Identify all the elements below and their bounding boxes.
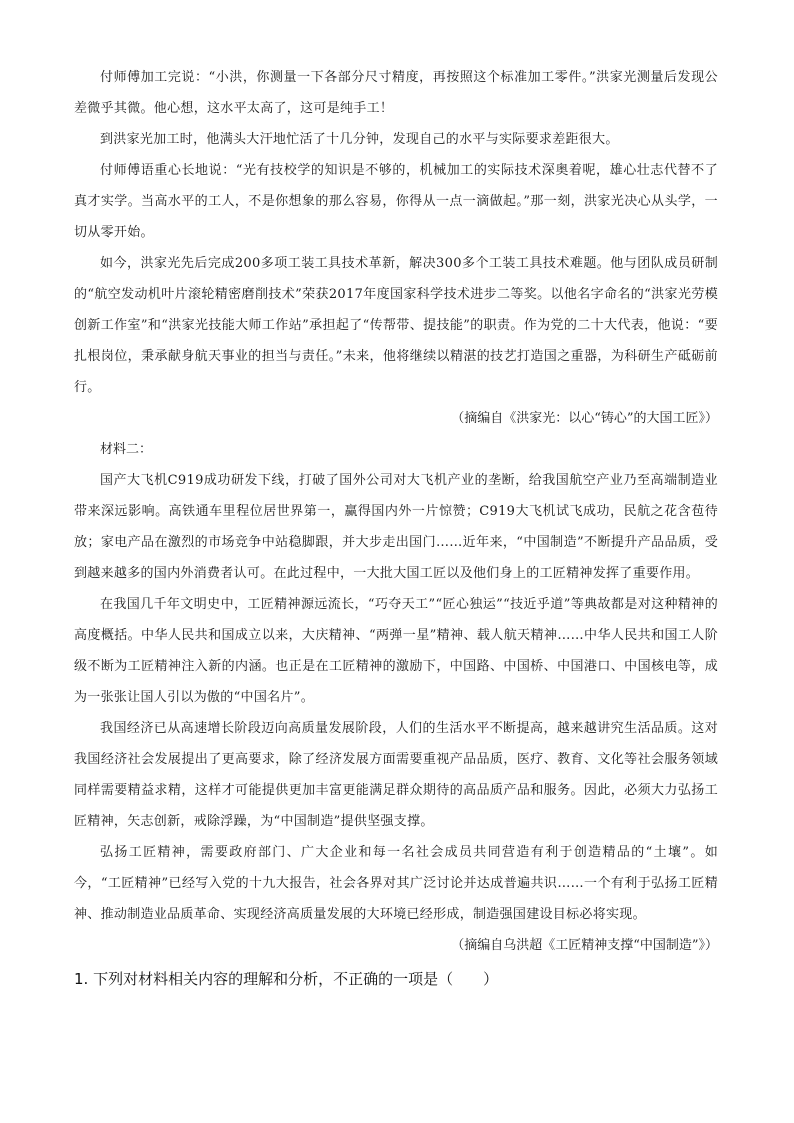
material2-paragraph-3: 我国经济已从高速增长阶段迈向高质量发展阶段，人们的生活水平不断提高，越来越讲究生活品质。这对我国经济社会发展提出了更高要求，除了经济发展方面需要重视产品品质，医疗、教育、文化等社会服务领域同样需要精益求精，这样才可能提供更加丰富更能满足群众期待的高品质产品和服务。因此，必须大力弘扬工匠精神，矢志创新，戒除浮躁，为“中国制造”提供坚强支撑。 (74, 721, 718, 829)
material1-paragraph-4: 如今，洪家光先后完成200多项工装工具技术革新，解决300多个工装工具技术难题。他与团队成员研制的“航空发动机叶片滚轮精密磨削技术”荣获2017年度国家科学技术进步二等奖。以他名字命名的“洪家光劳模创新工作室”和“洪家光技能大师工作站”承担起了“传帮带、提技能”的职责。作为党的二十大代表，他说：“要扎根岗位，秉承献身航天事业的担当与责任。”未来，他将继续以精湛的技艺打造国之重器，为科研生产砥砺前行。 (74, 256, 718, 395)
article-body (74, 62, 718, 993)
material2-label: 材料二： (100, 442, 153, 457)
material1-paragraph-1: 付师傅加工完说：“小洪，你测量一下各部分尺寸精度，再按照这个标准加工零件。”洪家光测量后发现公差微乎其微。他心想，这水平太高了，这可是纯手工！ (74, 70, 718, 116)
material2-paragraph-1: 国产大飞机C919成功研发下线，打破了国外公司对大飞机产业的垄断，给我国航空产业乃至高端制造业带来深远影响。高铁通车里程位居世界第一，赢得国内外一片惊赞；C919大飞机试飞成功，民航之花含苞待放；家电产品在激烈的市场竞争中站稳脚跟，并大步走出国门……近年来，“中国制造”不断提升产品品质，受到越来越多的国内外消费者认可。在此过程中，一大批大国工匠以及他们身上的工匠精神发挥了重要作用。 (74, 473, 718, 581)
material2-paragraph-4: 弘扬工匠精神，需要政府部门、广大企业和每一名社会成员共同营造有利于创造精品的“土壤”。如今，“工匠精神”已经写入党的十九大报告，社会各界对其广泛讨论并达成普遍共识……一个有利于弘扬工匠精神、推动制造业品质革命、实现经济高质量发展的大环境已经形成，制造强国建设目标必将实现。 (74, 845, 718, 922)
question-1: 1. 下列对材料相关内容的理解和分析，不正确的一项是（ ） (74, 970, 499, 988)
material2-paragraph-2: 在我国几千年文明史中，工匠精神源远流长，“巧夺天工”“匠心独运”“技近乎道”等典故都是对这种精神的高度概括。中华人民共和国成立以来，大庆精神、“两弹一星”精神、载人航天精神……中华人民共和国工人阶级不断为工匠精神注入新的内涵。也正是在工匠精神的激励下，中国路、中国桥、中国港口、中国核电等，成为一张张让国人引以为傲的“中国名片”。 (74, 597, 718, 705)
material2-source: （摘编自乌洪超《工匠精神支撑“中国制造”》） (451, 938, 718, 953)
material1-source: （摘编自《洪家光：以心“铸心”的大国工匠》） (451, 411, 718, 426)
material1-paragraph-2: 到洪家光加工时，他满头大汗地忙活了十几分钟，发现自己的水平与实际要求差距很大。 (100, 132, 619, 147)
material1-paragraph-3: 付师傅语重心长地说：“光有技校学的知识是不够的，机械加工的实际技术深奥着呢，雄心壮志代替不了真才实学。当高水平的工人，不是你想象的那么容易，你得从一点一滴做起。”那一刻，洪家光决心从头学，一切从零开始。 (74, 163, 718, 240)
